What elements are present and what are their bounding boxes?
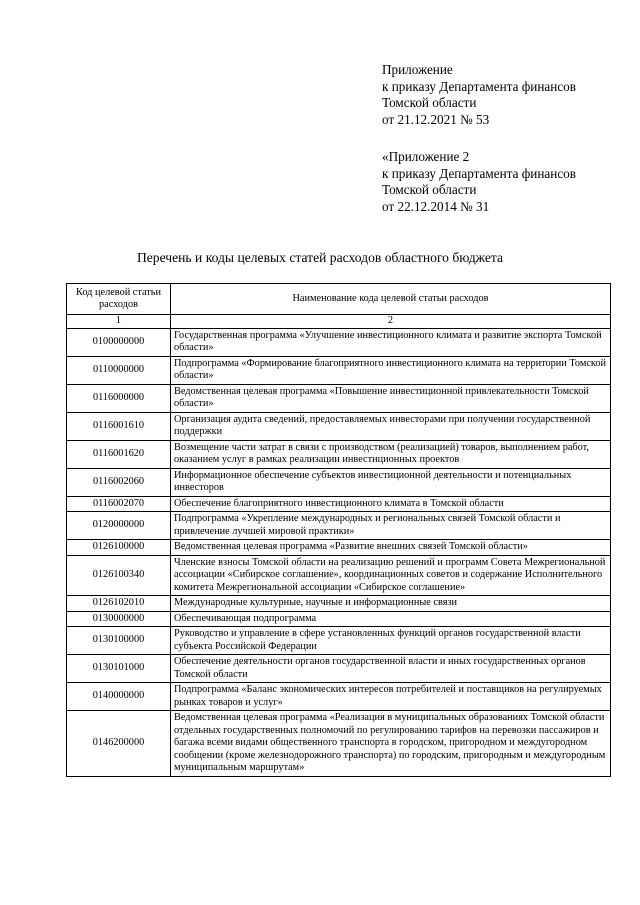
target-article-code: 0126100340	[67, 555, 171, 596]
target-article-name: Обеспечивающая подпрограмма	[171, 611, 611, 627]
header-line: от 22.12.2014 № 31	[382, 198, 490, 214]
target-article-name: Ведомственная целевая программа «Повышение инвестиционной привлекательности Томской области»	[171, 384, 611, 412]
target-article-name: Государственная программа «Улучшение инвестиционного климата и развитие экспорта Томской области»	[171, 328, 611, 356]
table-row	[67, 496, 611, 512]
header-line: от 21.12.2021 № 53	[382, 111, 490, 127]
table-row	[67, 611, 611, 627]
target-article-name: Подпрограмма «Укрепление международных и региональных связей Томской области и привлечение лучшей мировой практики»	[171, 512, 611, 540]
target-article-code: 0130100000	[67, 627, 171, 655]
header-line: Томской области	[382, 95, 477, 111]
column-number-2: 2	[171, 315, 611, 329]
target-article-name: Членские взносы Томской области на реализацию решений и программ Совета Межрегиональной ассоциации «Сибирское соглашение», координационных советов и содержание Исполнительного комитета Межрегиональной ассоциации «Сибирское соглашение»	[171, 555, 611, 596]
target-article-code: 0140000000	[67, 683, 171, 711]
table-row	[67, 655, 611, 683]
table-row	[67, 711, 611, 777]
header-line: к приказу Департамента финансов	[382, 165, 576, 181]
target-article-code: 0120000000	[67, 512, 171, 540]
target-article-name: Руководство и управление в сфере установленных функций органов государственной власти субъекта Российской Федерации	[171, 627, 611, 655]
table-row	[67, 683, 611, 711]
target-article-code: 0100000000	[67, 328, 171, 356]
table-row	[67, 356, 611, 384]
target-article-code: 0116001620	[67, 440, 171, 468]
target-articles-table	[66, 283, 611, 777]
target-article-code: 0110000000	[67, 356, 171, 384]
table-row	[67, 596, 611, 612]
target-article-name: Обеспечение деятельности органов государственной власти и иных государственных органов Томской области	[171, 655, 611, 683]
column-header-code: Код целевой статьи расходов	[67, 284, 171, 315]
target-article-code: 0126100000	[67, 540, 171, 556]
table-row	[67, 412, 611, 440]
table-row	[67, 627, 611, 655]
table-row	[67, 468, 611, 496]
target-article-code: 0146200000	[67, 711, 171, 777]
target-article-name: Ведомственная целевая программа «Развитие внешних связей Томской области»	[171, 540, 611, 556]
table-row	[67, 384, 611, 412]
table-row	[67, 540, 611, 556]
original-appendix-header	[382, 149, 576, 215]
target-article-name: Подпрограмма «Баланс экономических интересов потребителей и поставщиков на регулируемых рынках товаров и услуг»	[171, 683, 611, 711]
target-article-code: 0126102010	[67, 596, 171, 612]
column-number-1: 1	[67, 315, 171, 329]
target-article-name: Подпрограмма «Формирование благоприятного инвестиционного климата на территории Томской области»	[171, 356, 611, 384]
target-article-code: 0130000000	[67, 611, 171, 627]
appendix-header	[382, 62, 576, 128]
target-article-name: Ведомственная целевая программа «Реализация в муниципальных образованиях Томской области отдельных государственных полномочий по регулированию тарифов на перевозки пассажиров и багажа всеми видами общественного транспорта в городском, пригородном и междугородном сообщении (кроме железнодорожного транспорта) по городским, пригородным и междугородным муниципальным маршрутам»	[171, 711, 611, 777]
header-line: «Приложение 2	[382, 149, 470, 164]
table-row	[67, 555, 611, 596]
target-article-name: Информационное обеспечение субъектов инвестиционной деятельности и потенциальных инвесторов	[171, 468, 611, 496]
header-line: Томской области	[382, 182, 477, 198]
header-line: Приложение	[382, 62, 453, 77]
target-article-name: Организация аудита сведений, предоставляемых инвесторами при получении государственной поддержки	[171, 412, 611, 440]
target-article-name: Международные культурные, научные и информационные связи	[171, 596, 611, 612]
target-article-code: 0116001610	[67, 412, 171, 440]
table-body	[67, 328, 611, 776]
target-article-code: 0116002060	[67, 468, 171, 496]
table-row	[67, 512, 611, 540]
target-article-code: 0116000000	[67, 384, 171, 412]
table-row	[67, 328, 611, 356]
header-line: к приказу Департамента финансов	[382, 78, 576, 94]
target-article-code: 0116002070	[67, 496, 171, 512]
target-article-code: 0130101000	[67, 655, 171, 683]
target-article-name: Возмещение части затрат в связи с производством (реализацией) товаров, выполнением работ, оказанием услуг в рамках реализации инвестиционных проектов	[171, 440, 611, 468]
column-header-name: Наименование кода целевой статьи расходов	[171, 284, 611, 315]
target-article-name: Обеспечение благоприятного инвестиционного климата в Томской области	[171, 496, 611, 512]
document-title: Перечень и коды целевых статей расходов областного бюджета	[136, 250, 504, 265]
table-row	[67, 440, 611, 468]
